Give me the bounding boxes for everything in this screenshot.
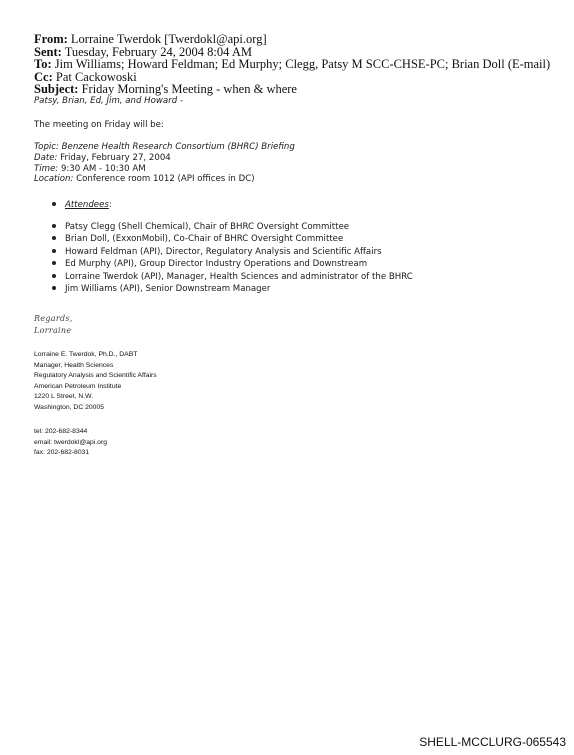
list-item: [34, 247, 413, 259]
bullet-icon: [52, 202, 56, 206]
list-item: [34, 234, 413, 246]
list-item: [34, 259, 413, 271]
date-label: Date:: [34, 152, 58, 163]
subject-label: Subject:: [34, 82, 79, 97]
attendees-heading: [34, 200, 554, 210]
location-row: [34, 174, 554, 185]
date-row: [34, 153, 554, 164]
from-label: From:: [34, 32, 68, 46]
signature-line: 1220 L Street, N.W.: [34, 393, 94, 401]
from-value: Lorraine Twerdok [Twerdokl@api.org]: [70, 32, 267, 46]
email-line: email: twerdokl@api.org: [34, 438, 108, 446]
sent-label: Sent:: [34, 44, 62, 59]
attendees-label: Attendees: [65, 200, 109, 210]
bullet-icon: [52, 249, 56, 253]
cc-value: Pat Cackowoski: [55, 69, 137, 84]
cc-label: Cc:: [34, 69, 53, 84]
regards-block: [34, 313, 234, 337]
subject-value: Friday Morning's Meeting - when & where: [81, 82, 297, 97]
email-header: [34, 33, 554, 96]
attendee-text: Jim Williams (API), Senior Downstream Manager: [65, 283, 271, 294]
bullet-icon: [52, 261, 56, 265]
signature-block: [34, 350, 334, 414]
sent-value: Tuesday, February 24, 2004 8:04 AM: [64, 44, 252, 59]
regards-text: Regards,: [34, 314, 73, 323]
topic-value: Benzene Health Research Consortium (BHRC) Briefing: [61, 142, 295, 152]
date-value: Friday, February 27, 2004: [60, 152, 171, 163]
attendee-list: [34, 222, 413, 296]
intro-text: The meeting on Friday will be:: [34, 120, 164, 130]
list-item: [34, 272, 413, 284]
topic-label: Topic:: [34, 142, 59, 152]
signature-line: Washington, DC 20005: [34, 403, 105, 411]
attendee-text: Howard Feldman (API), Director, Regulatory Analysis and Scientific Affairs: [65, 246, 382, 257]
topic-row: [34, 142, 554, 153]
signature-line: Lorraine E. Twerdok, Ph.D., DABT: [34, 351, 138, 358]
list-item: [34, 284, 413, 296]
attendees-colon: :: [108, 200, 112, 210]
bullet-icon: [52, 236, 56, 240]
list-item: [34, 222, 413, 234]
attendee-text: Lorraine Twerdok (API), Manager, Health Sciences and administrator of the BHRC: [65, 271, 413, 282]
to-value: Jim Williams; Howard Feldman; Ed Murphy; Clegg, Patsy M SCC-CHSE-PC; Brian Doll (E-mail): [54, 57, 551, 72]
bullet-icon: [52, 286, 56, 290]
contact-block: [34, 427, 334, 459]
greeting: Patsy, Brian, Ed, Jim, and Howard -: [34, 96, 184, 106]
bates-number: SHELL-MCCLURG-065543: [419, 735, 566, 749]
signature-line: American Petroleum Institute: [34, 382, 122, 390]
bullet-icon: [52, 224, 56, 228]
fax-line: fax: 202-682-8031: [34, 449, 90, 457]
time-row: [34, 164, 554, 175]
time-label: Time:: [34, 163, 59, 174]
to-label: To:: [34, 57, 52, 72]
meeting-details: [34, 142, 554, 185]
attendee-text: Ed Murphy (API), Group Director Industry Operations and Downstream: [65, 259, 368, 270]
time-value: 9:30 AM - 10:30 AM: [60, 163, 146, 174]
signature-line: Regulatory Analysis and Scientific Affairs: [34, 372, 157, 380]
regards-name: Lorraine: [34, 326, 72, 335]
location-label: Location:: [34, 174, 74, 185]
attendee-text: Patsy Clegg (Shell Chemical), Chair of BHRC Oversight Committee: [65, 222, 350, 232]
location-value: Conference room 1012 (API offices in DC): [76, 174, 255, 185]
phone-line: tel: 202-682-8344: [34, 428, 88, 435]
attendee-text: Brian Doll, (ExxonMobil), Co-Chair of BHRC Oversight Committee: [65, 234, 344, 245]
subject-row: [34, 83, 554, 96]
signature-line: Manager, Health Sciences: [34, 361, 114, 369]
bullet-icon: [52, 274, 56, 278]
